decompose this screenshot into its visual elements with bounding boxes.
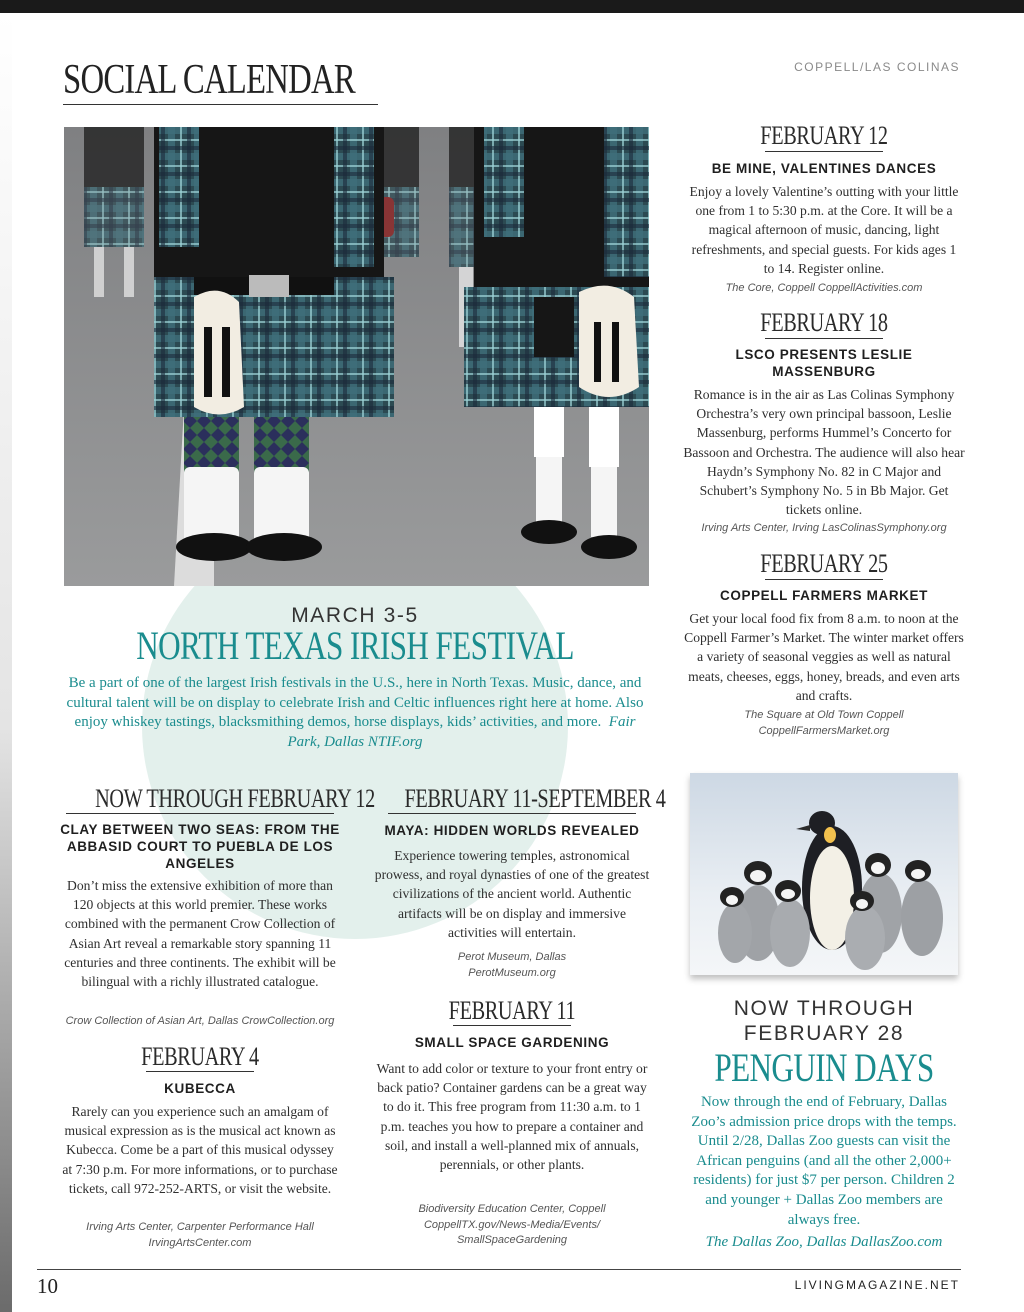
event-title-kubecca: KUBECCA — [164, 1081, 236, 1096]
penguin-venue: The Dallas Zoo, Dallas DallasZoo.com — [705, 1234, 943, 1250]
venue-line: Biodiversity Education Center, Coppell — [418, 1203, 606, 1215]
venue-line: Irving Arts Center, Carpenter Performance Hall — [86, 1221, 314, 1233]
event-title-gardening: SMALL SPACE GARDENING — [414, 1035, 610, 1050]
venue-line: IrvingArtsCenter.com — [148, 1236, 252, 1249]
penguin-dates — [690, 996, 958, 1046]
event-venue-kubecca — [52, 1220, 348, 1251]
top-bar — [0, 0, 1024, 13]
event-venue-clay: Crow Collection of Asian Art, Dallas CrowCollection.org — [65, 1015, 335, 1027]
date-rule — [453, 1025, 571, 1026]
event-title-farmers-market: COPPELL FARMERS MARKET — [720, 588, 928, 603]
event-date-clay: NOW THROUGH FEBRUARY 12 — [95, 784, 375, 813]
penguins-illustration — [690, 773, 958, 975]
event-body-kubecca: Rarely can you experience such an amalgam of musical expression as is the musical act known as Kubecca. Come be a part of this musical odyssey at 7:30 p.m. For more informations, or to purchase tickets, call 972-252-ARTS, or visit the website. — [62, 1104, 338, 1196]
feature-description — [62, 674, 648, 752]
feature-body: Be a part of one of the largest Irish festivals in the U.S., here in North Texas. Music, dance, and cultural talent will be on display to celebrate Irish and Celtic influences right here at home. Also enjoy whiskey tastings, blacksmithing demos, horse displays, kids’ activities, and more. — [66, 675, 644, 731]
event-venue-maya — [375, 950, 649, 981]
feature-title: NORTH TEXAS IRISH FESTIVAL — [136, 623, 574, 668]
event-date-feb4: FEBRUARY 4 — [141, 1042, 259, 1071]
date-rule — [146, 1071, 254, 1072]
event-date-feb12: FEBRUARY 12 — [760, 121, 888, 150]
event-body-gardening: Want to add color or texture to your front entry or back patio? Container gardens can be a great way to do it. This free program from 11:30 a.m. to 1 p.m. teaches you how to prepare a container and soil, and install a well-planned mix of annuals, perennials, or other plants. — [376, 1061, 648, 1173]
event-title-valentines: BE MINE, VALENTINES DANCES — [711, 161, 937, 176]
event-body-clay: Don’t miss the extensive exhibition of more than 120 objects at this world premier. These works combined with the permanent Crow Collection of Asian Art reveal a remarkable story spanning 11 centuries and three continents. The exhibit will be bilingual with a richly illustrated catalogue. — [64, 878, 336, 990]
feature-venue: Fair Park, Dallas NTIF.org — [287, 714, 636, 750]
event-title-maya: MAYA: HIDDEN WORLDS REVEALED — [384, 823, 640, 838]
title-rule — [63, 104, 378, 105]
penguin-body: Now through the end of February, Dallas Zoo’s admission price drops with the temps. Until 2/28, Dallas Zoo guests can visit the African penguins (and all the other 2,000+ residents) for just $7 per person. Children 2 and younger + Dallas Zoo members are always free. — [691, 1094, 957, 1228]
page-edge-shade — [0, 13, 12, 1312]
event-body-maya: Experience towering temples, astronomical prowess, and royal dynasties of one of the greatest civilizations of the ancient world. Authentic artifacts will be on display and immersive activities will entertain. — [374, 848, 650, 940]
bagpipers-photo — [64, 127, 649, 586]
bagpipers-illustration — [64, 127, 649, 586]
date-rule — [66, 813, 334, 814]
event-date-maya: FEBRUARY 11-SEPTEMBER 4 — [404, 784, 666, 813]
penguin-title: PENGUIN DAYS — [714, 1045, 934, 1090]
event-body-farmers-market: Get your local food fix from 8 a.m. to noon at the Coppell Farmer’s Market. The winter market offers a variety of seasonal veggies as well as natural meats, cheeses, eggs, honey, breads, and even arts and crafts. — [684, 611, 964, 703]
date-rule — [765, 579, 883, 580]
venue-line: The Square at Old Town Coppell — [744, 709, 904, 721]
date-rule — [765, 151, 883, 152]
date-rule — [765, 338, 883, 339]
event-date-feb25: FEBRUARY 25 — [760, 549, 888, 578]
event-body-valentines: Enjoy a lovely Valentine’s outting with your little one from 1 to 5:30 p.m. at the Core. It will be a magical afternoon of music, dancing, light refreshments, and special guests. For kids ages 1 to 14. Register online. — [689, 184, 959, 276]
event-date-feb11: FEBRUARY 11 — [448, 996, 576, 1025]
event-venue-lsco: Irving Arts Center, Irving LasColinasSymphony.org — [701, 522, 947, 534]
footer-rule — [37, 1269, 961, 1270]
venue-line: CoppellTX.gov/News-Media/Events/ — [423, 1218, 601, 1231]
section-label: COPPELL/LAS COLINAS — [794, 60, 960, 74]
penguin-date-line1: NOW THROUGH — [733, 997, 915, 1020]
page-title: SOCIAL CALENDAR — [63, 57, 355, 103]
venue-line: Perot Museum, Dallas — [457, 951, 567, 963]
event-title-clay: CLAY BETWEEN TWO SEAS: FROM THE ABBASID COURT TO PUEBLA DE LOS ANGELES — [60, 822, 340, 871]
event-venue-gardening — [375, 1202, 649, 1249]
date-rule — [388, 813, 636, 814]
feature-date: MARCH 3-5 — [291, 604, 419, 627]
event-venue-farmers-market — [690, 708, 958, 739]
venue-line: CoppellFarmersMarket.org — [758, 724, 890, 737]
penguin-photo — [690, 773, 958, 975]
venue-line: SmallSpaceGardening — [456, 1234, 568, 1246]
event-date-feb18: FEBRUARY 18 — [760, 308, 888, 337]
page-number: 10 — [37, 1274, 58, 1298]
venue-line: PerotMuseum.org — [468, 966, 556, 979]
event-venue-valentines: The Core, Coppell CoppellActivities.com — [725, 282, 923, 294]
penguin-date-line2: FEBRUARY 28 — [743, 1022, 905, 1045]
event-title-lsco: LSCO PRESENTS LESLIE MASSENBURG — [735, 347, 913, 379]
event-body-lsco: Romance is in the air as Las Colinas Symphony Orchestra’s very own principal bassoon, Leslie Massenburg, performs Hummel’s Concerto for Bassoon and Orchestra. The audience will also hear Haydn’s Symphony No. 82 in C Major and Schubert’s Symphony No. 5 in Bb Major. Get tickets online. — [683, 387, 965, 518]
website-link[interactable]: LIVINGMAGAZINE.NET — [794, 1278, 960, 1292]
